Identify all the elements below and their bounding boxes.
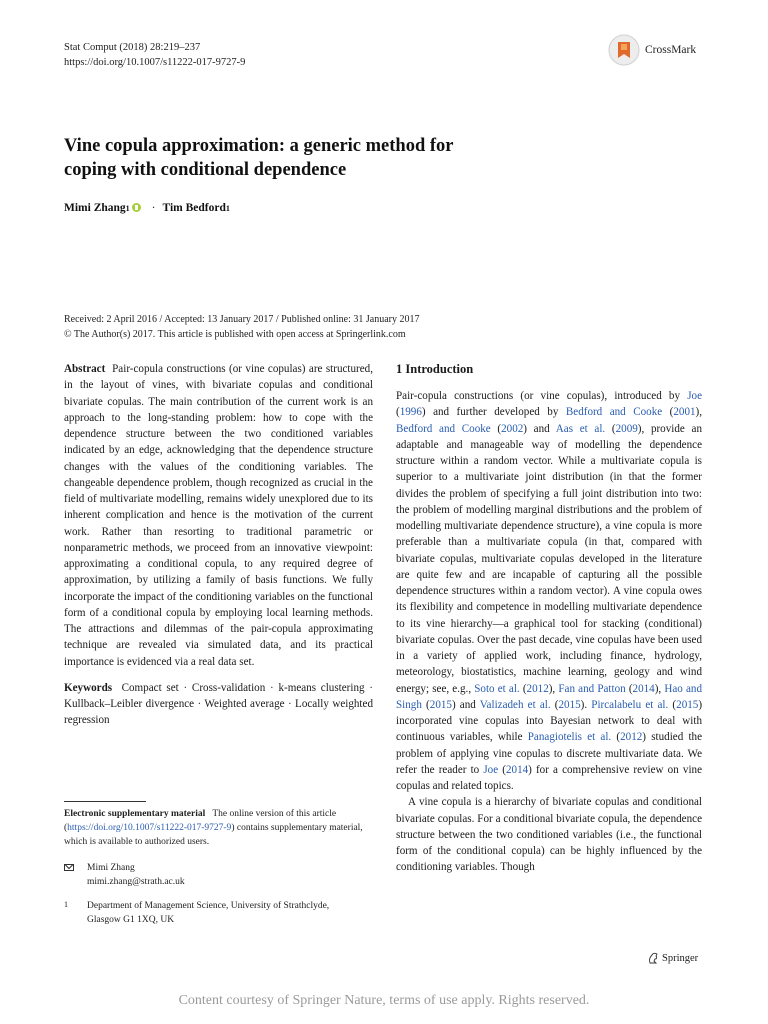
citation-link[interactable]: 1996 [399,406,422,419]
esm-text: ) contains supplementary material, which is available to authorized users. [64,822,363,847]
supplementary-note [64,808,364,849]
citation-link[interactable]: Valizadeh et al. [479,698,551,711]
esm-label: Electronic supplementary material [64,809,206,819]
correspondence [64,862,364,890]
author-list: Mimi Zhang 1 · Tim Bedford 1 [64,202,230,214]
citation-link[interactable]: 2015 [429,698,452,711]
springer-horse-icon [648,952,659,964]
intro-text: ( [605,422,616,435]
citation-link[interactable]: Panagiotelis et al. [527,731,612,744]
affiliation-number: 1 [64,900,68,909]
footer-notice: Content courtesy of Springer Nature, terms of use apply. Rights reserved. [178,993,590,1008]
author-separator: · [151,202,156,214]
orcid-icon[interactable] [132,203,141,212]
citation-link[interactable]: 2012 [620,731,643,744]
intro-text: ( [611,731,621,744]
copyright-line: © The Author(s) 2017. This article is published with open access at Springerlink.com [64,328,406,340]
keywords-text: Compact set · Cross-validation · k-means clustering · Kullback–Leibler divergence · Weighted average · Locally weighted regression [64,681,373,727]
dates-line: Received: 2 April 2016 / Accepted: 13 January 2017 / Published online: 31 January 2017 [64,314,420,325]
keywords [64,680,373,729]
intro-text: ( [490,422,502,435]
keywords-label: Keywords [64,681,113,694]
crossmark-label: CrossMark [645,44,697,56]
author-email[interactable]: mimi.zhang@strath.ac.uk [87,876,185,887]
publication-dates [64,313,420,342]
intro-text: ( [498,763,506,776]
abstract-label: Abstract [64,363,106,375]
journal-citation: Stat Comput (2018) 28:219–237 [64,42,201,53]
envelope-icon [64,864,74,871]
intro-text: Pair-copula constructions (or vine copulas), introduced by [396,390,688,402]
citation-link[interactable]: Aas et al. [555,422,606,435]
springer-logo [648,952,698,964]
citation-link[interactable]: Joe [483,763,499,776]
crossmark-badge[interactable] [608,33,714,67]
right-column [396,361,702,876]
intro-text: ) and further developed by [421,406,566,419]
intro-text: ), [654,682,665,695]
citation-link[interactable]: Joe [687,390,702,402]
citation-link[interactable]: Bedford and Cooke [396,422,491,435]
article-title: Vine copula approximation: a generic method for coping with conditional dependence [64,136,454,180]
journal-header [64,40,245,70]
corresponding-author: Mimi Zhang [87,863,135,873]
intro-paragraph: A vine copula is a hierarchy of bivariate copulas and conditional bivariate copulas. For a conditional bivariate copula, the dependence structure between the two conditioned variables (i.e., the functional form of the conditional copula) can be highly influenced by the conditioning variables. Though [396,796,702,874]
springer-label: Springer [662,952,699,964]
crossmark-icon [608,34,640,66]
citation-link[interactable]: Soto et al. [474,682,520,695]
citation-link[interactable]: 2012 [526,682,549,695]
intro-text: ) for a comprehensive review on vine copulas and related topics. [396,763,703,792]
intro-text: ). [580,698,592,711]
intro-text: ( [668,698,677,711]
doi-link[interactable]: https://doi.org/10.1007/s11222-017-9727-9 [64,57,246,68]
intro-paragraph [396,388,702,794]
citation-link[interactable]: Bedford and Cooke [565,406,663,419]
footnote-divider [64,801,146,802]
intro-text: ) and [523,422,556,435]
intro-text: ( [396,406,400,419]
left-column [64,361,373,729]
citation-link[interactable]: Pircalabelu et al. [591,698,669,711]
citation-link[interactable]: 2002 [501,422,524,435]
intro-text: ( [519,682,527,695]
author-name[interactable]: Mimi Zhang [64,202,126,214]
intro-text: ) and [451,698,480,711]
citation-link[interactable]: 2015 [558,698,581,711]
intro-text: ), provide an adaptable and manageable way of modelling the dependence structure within a random vector. While a multivariate copula is superior to a multivariate joint distribution (in that the former divides the problem of specifying a full joint distribution into two: the problem of modelling marginal distributions and the problem of modelling multivariate dependence structure), a vine copula is more preferable than a multivariate copula (in that, compared with bivariate copulas, multivariate copulas developed in the literature are quite few and are incapable of capturing all the possible dependence structures within a random vector). A vine copula owes its flexibility and competence in modelling multivariate dependence to its vine hierarchy—a graphical tool for stacking (conditional) bivariate copulas. Over the past decade, vine copulas have been used in a variety of applied work, including finance, hydrology, meteorology, biostatistics, machine learning, geology and wind energy; see, e.g., [396,422,702,695]
citation-link[interactable]: 2009 [615,422,638,435]
intro-text: ( [662,406,674,419]
citation-link[interactable]: Hao and Singh [396,682,702,711]
citation-link[interactable]: 2014 [505,763,529,776]
intro-text: ( [421,698,430,711]
citation-link[interactable]: Fan and Patton [558,682,626,695]
citation-link[interactable]: 2015 [676,698,699,711]
intro-text: ) incorporated vine copulas into Bayesian network to deal with continuous variables, while [396,698,703,744]
citation-link[interactable]: 2014 [632,682,655,695]
intro-text: ), [548,682,559,695]
section-heading: 1 Introduction [396,362,474,376]
intro-text: ) studied the problem of applying vine copulas to discrete multivariate data. We refer the reader to [396,731,703,776]
author-name[interactable]: Tim Bedford [162,202,226,214]
affiliation [64,900,364,928]
intro-text: ( [550,698,559,711]
esm-doi-link[interactable]: https://doi.org/10.1007/s11222-017-9727-9 [67,822,232,833]
intro-text: ), [695,406,703,419]
esm-text: The online version of this article ( [64,809,337,833]
intro-text: ( [625,682,633,695]
abstract [64,361,373,670]
citation-link[interactable]: 2001 [673,406,696,419]
affiliation-text: Department of Management Science, University of Strathclyde, Glasgow G1 1XQ, UK [87,901,330,925]
abstract-text: Pair-copula constructions (or vine copulas) are structured, in the layout of vines, with bivariate copulas and conditional bivariate copulas. The main contribution of the current work is an approach to the long-standing problem: how to cope with the dependence structure between the two conditioned variables indicated by an edge, acknowledging that the dependence structure changes with the values of the conditioning variables. The changeable dependence problem, though recognized as crucial in the field of multivariate modelling, remains widely unexplored due to its inherent complication and hence is the motivation of the current work. Rather than resorting to traditional parametric or nonparametric methods, we proceed from an innovative viewpoint: approximating a conditional copula, to any required degree of approximation, by utilizing a family of basis functions. We fully incorporate the impact of the conditioning variables on the functional form of a conditional copula by employing local learning methods. The attractions and dilemmas of the pair-copula approximating technique are revealed via simulated data, and its practical importance is evidenced via a real data set. [64,363,373,668]
